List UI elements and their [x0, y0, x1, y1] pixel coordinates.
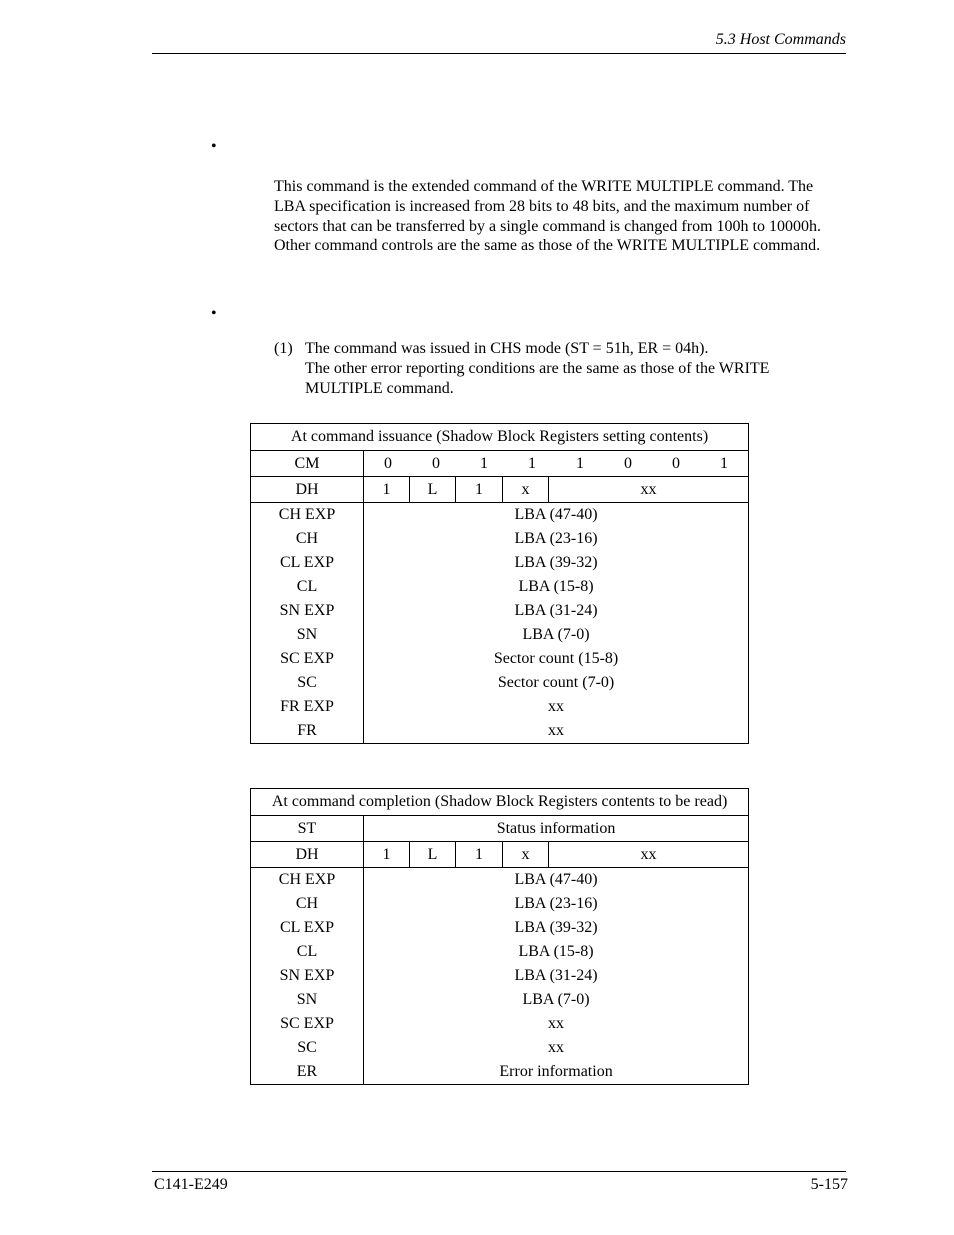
cm-bits: [364, 451, 749, 477]
register-label: FR EXP: [251, 695, 364, 719]
register-label: SC: [251, 1036, 364, 1060]
error-condition-line2: The other error reporting conditions are the same as those of the WRITE MULTIPLE command.: [305, 359, 770, 397]
register-value: Error information: [364, 1060, 749, 1085]
register-value: xx: [364, 1036, 749, 1060]
register-label: SN EXP: [251, 599, 364, 623]
document-id: C141-E249: [154, 1176, 228, 1193]
cm-bit: 1: [480, 454, 488, 472]
dh-bit: 1: [456, 477, 503, 503]
register-value: LBA (47-40): [364, 868, 749, 893]
register-value: LBA (15-8): [364, 575, 749, 599]
register-value: LBA (23-16): [364, 527, 749, 551]
register-label: CH: [251, 527, 364, 551]
table-caption: At command issuance (Shadow Block Registers setting contents): [251, 424, 749, 451]
register-label: SN: [251, 623, 364, 647]
register-label: SC: [251, 671, 364, 695]
status-information: Status information: [364, 816, 749, 842]
register-value: LBA (39-32): [364, 551, 749, 575]
register-value: xx: [364, 695, 749, 719]
register-label-dh: DH: [251, 477, 364, 503]
dh-bit: xx: [549, 477, 749, 503]
dh-bit: L: [410, 477, 456, 503]
register-value: xx: [364, 719, 749, 744]
register-label: CH EXP: [251, 868, 364, 893]
register-value: LBA (7-0): [364, 623, 749, 647]
cm-bit: 0: [672, 454, 680, 472]
cm-bit: 1: [720, 454, 728, 472]
page-footer: [152, 1171, 848, 1193]
item-number: (1): [274, 340, 293, 357]
register-label: SC EXP: [251, 1012, 364, 1036]
register-label-dh: DH: [251, 842, 364, 868]
description-paragraph: This command is the extended command of the WRITE MULTIPLE command. The LBA specification is increased from 28 bits to 48 bits, and the maximum number of sectors that can be transferred by a single command is changed from 100h to 10000h. Other command controls are the same as those of the WRITE MULTIPLE command.: [274, 178, 821, 255]
table-caption: At command completion (Shadow Block Registers contents to be read): [251, 789, 749, 816]
bullet-error-reporting: •: [211, 305, 217, 322]
register-label: CL: [251, 575, 364, 599]
register-value: LBA (7-0): [364, 988, 749, 1012]
dh-bit: 1: [364, 842, 410, 868]
register-label: ER: [251, 1060, 364, 1085]
register-label-st: ST: [251, 816, 364, 842]
error-condition-line1: The command was issued in CHS mode (ST = 51h, ER = 04h).: [305, 340, 709, 357]
dh-bit: L: [410, 842, 456, 868]
register-label: CH: [251, 892, 364, 916]
register-value: LBA (15-8): [364, 940, 749, 964]
register-value: LBA (23-16): [364, 892, 749, 916]
register-label: FR: [251, 719, 364, 744]
command-issuance-table: [250, 423, 749, 744]
register-value: Sector count (7-0): [364, 671, 749, 695]
cm-bit: 0: [384, 454, 392, 472]
register-label: CL: [251, 940, 364, 964]
cm-bit: 1: [576, 454, 584, 472]
cm-bit: 1: [528, 454, 536, 472]
dh-bit: 1: [456, 842, 503, 868]
dh-bit: xx: [549, 842, 749, 868]
dh-bit: x: [503, 477, 549, 503]
cm-bit: 0: [624, 454, 632, 472]
cm-bit: 0: [432, 454, 440, 472]
register-label: CH EXP: [251, 503, 364, 528]
command-completion-table: [250, 788, 749, 1085]
page-number: 5-157: [810, 1176, 848, 1193]
register-label: CL EXP: [251, 551, 364, 575]
page-header: [152, 31, 846, 54]
register-value: LBA (31-24): [364, 599, 749, 623]
section-title: 5.3 Host Commands: [715, 31, 846, 48]
register-label: CL EXP: [251, 916, 364, 940]
dh-bit: x: [503, 842, 549, 868]
register-label: SN EXP: [251, 964, 364, 988]
register-label: SC EXP: [251, 647, 364, 671]
register-label-cm: CM: [251, 451, 364, 477]
register-value: xx: [364, 1012, 749, 1036]
dh-bit: 1: [364, 477, 410, 503]
register-value: LBA (39-32): [364, 916, 749, 940]
register-value: LBA (47-40): [364, 503, 749, 528]
register-label: SN: [251, 988, 364, 1012]
bullet-description: •: [211, 138, 217, 155]
register-value: LBA (31-24): [364, 964, 749, 988]
register-value: Sector count (15-8): [364, 647, 749, 671]
